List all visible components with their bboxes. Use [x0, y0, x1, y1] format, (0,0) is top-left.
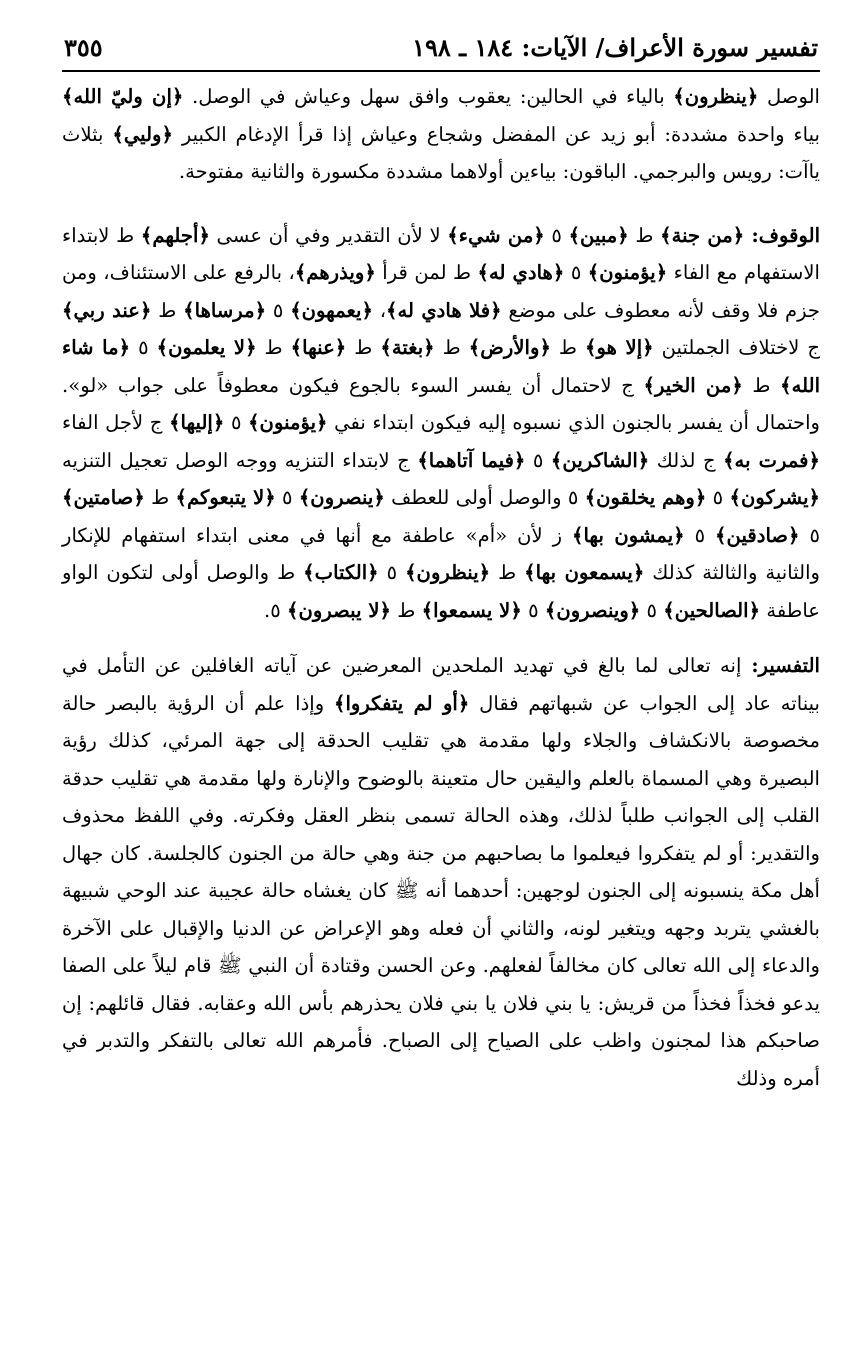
header-rule	[62, 70, 820, 72]
quran-word: ﴿أو لم يتفكروا﴾	[333, 691, 470, 715]
text-run: ٥	[521, 598, 545, 622]
text-run: ز لأن «أم» عاطفة مع أنها في معنى ابتداء استفهام للإنكار والثانية والثالثة كذلك	[62, 523, 821, 584]
text-run: ط	[346, 336, 381, 359]
quran-word: ﴿لا يبصرون﴾	[287, 598, 392, 622]
text-run: ٥	[706, 486, 730, 509]
quran-word: ﴿يشركون﴾	[729, 486, 821, 509]
quran-word: ﴿مبين﴾	[568, 223, 629, 247]
quran-word: ﴿ينظرون﴾	[673, 85, 759, 108]
text-run: ج لاختلاف الجملتين	[653, 336, 821, 359]
text-run: ط	[256, 336, 291, 359]
quran-word: ﴿من الخير﴾	[643, 373, 743, 397]
quran-word: ﴿من شيء﴾	[447, 223, 545, 247]
text-run: ج لذلك	[649, 448, 724, 472]
text-run: بالياء في الحالين: يعقوب وافق سهل وعياش في الوصل.	[183, 85, 674, 108]
quran-word: الوقوف:	[744, 223, 821, 247]
quran-word: ﴿الصالحين﴾	[663, 598, 761, 622]
text-run: ط	[742, 373, 781, 397]
text-run: ط والوصل أولى لتكون الواو عاطفة	[62, 561, 820, 622]
quran-word: ﴿لا يتبعوكم﴾	[175, 486, 276, 509]
quran-word: ﴿وهم يخلقون﴾	[584, 486, 707, 509]
quran-word: ﴿يعمهون﴾	[290, 298, 373, 322]
quran-word: ﴿إليها﴾	[169, 411, 225, 434]
text-run: ٥	[684, 523, 716, 547]
text-run: ٥	[266, 298, 291, 322]
text-run: ج لابتداء التنزيه ووجه الوصل تعجيل التنزيه	[62, 448, 418, 472]
quran-word: ﴿ويذرهم﴾	[294, 261, 376, 284]
quran-word: ﴿إلا هو﴾	[585, 336, 654, 359]
quran-word: ﴿هادي له﴾	[477, 261, 565, 284]
quran-word: ﴿أجلهم﴾	[140, 223, 210, 247]
quran-word: ﴿وينصرون﴾	[544, 598, 641, 622]
quran-word: ﴿من جنة﴾	[660, 223, 745, 247]
text-run: ٥	[378, 561, 406, 584]
quran-word: ﴿صادقين﴾	[715, 523, 800, 547]
text-run: الوصل	[758, 85, 820, 108]
text-run: ، بالرفع على الاستئناف، ومن جزم فلا وقف لأنه معطوف على موضع	[62, 261, 821, 322]
text-run: ط لمن قرأ	[375, 261, 478, 284]
text-run: ٥	[224, 411, 249, 434]
wuquf-paragraph	[62, 217, 820, 630]
paragraph-gap	[62, 629, 820, 647]
text-run: ط	[628, 223, 661, 247]
running-header	[62, 30, 820, 66]
page-number: ٣٥٥	[64, 33, 103, 62]
text-run: بياء واحدة مشددة: أبو زيد عن المفضل وشجاع وعياش إذا قرأ الإدغام الكبير	[172, 122, 821, 146]
quran-word: ﴿يمشون بها﴾	[571, 523, 685, 547]
text-run: ٥	[275, 486, 299, 509]
tafsir-paragraph	[62, 647, 820, 1097]
quran-word: ﴿صامتين﴾	[62, 486, 145, 509]
text-run: ط	[391, 598, 422, 622]
text-run: ج لأجل الفاء	[62, 411, 170, 434]
quran-word: ﴿ينصرون﴾	[298, 486, 385, 509]
quran-word: ﴿ينظرون﴾	[405, 561, 491, 584]
text-run: ٥.	[264, 598, 288, 622]
text-run: ٥ والوصل أولى للعطف	[384, 486, 585, 509]
text-run: ط	[550, 336, 586, 359]
quran-word: ﴿بغتة﴾	[380, 336, 435, 359]
text-run: ،	[372, 298, 387, 322]
text-run: ٥	[544, 223, 569, 247]
book-page	[62, 30, 820, 1097]
quran-word: ﴿فمرت به﴾	[723, 448, 821, 472]
text-run: بثلاث ياآت: رويس والبرجمي. الباقون: بياءين أولاهما مشددة مكسورة والثانية مفتوحة.	[62, 122, 820, 183]
text-run: ٥	[525, 448, 551, 472]
text-run: ط	[490, 561, 525, 584]
text-run: إنه تعالى لما بالغ في تهديد الملحدين المعرضين عن آياته الغافلين عن التأمل في بيناته عاد إلى الجواب عن شبهاتهم فقال	[62, 654, 820, 715]
text-run: ج لاحتمال أن يفسر السوء بالجوع فيكون معطوفاً على جواب «لو». واحتمال أن يفسر بالجنون الذي نسبوه إليه فيكون ابتداء نفي	[62, 373, 821, 434]
text-run: ط لابتداء الاستفهام مع الفاء	[62, 223, 820, 284]
quran-word: ﴿فيما آتاهما﴾	[417, 448, 526, 472]
text-run: ٥	[799, 523, 820, 547]
quran-word: ﴿عنها﴾	[290, 336, 347, 359]
qiraat-paragraph	[62, 78, 820, 191]
running-title: تفسير سورة الأعراف/ الآيات: ١٨٤ ـ ١٩٨	[412, 33, 818, 62]
quran-word: ﴿الشاكرين﴾	[550, 448, 650, 472]
quran-word: ﴿يؤمنون﴾	[587, 261, 668, 284]
quran-word: ﴿يؤمنون﴾	[248, 411, 328, 434]
quran-word: ﴿الكتاب﴾	[303, 561, 379, 584]
quran-word: ﴿لا يعلمون﴾	[156, 336, 257, 359]
quran-word: ﴿والأرض﴾	[468, 336, 551, 359]
quran-word: ﴿إن وليّ الله﴾	[62, 85, 184, 108]
text-run: ط	[434, 336, 469, 359]
text-run: ٥	[640, 598, 664, 622]
quran-word: ﴿عند ربي﴾	[62, 298, 152, 322]
quran-word: ﴿مرساها﴾	[183, 298, 267, 322]
quran-word: التفسير:	[741, 654, 820, 677]
quran-word: ﴿وليي﴾	[112, 122, 173, 146]
text-run: لا لأن التقدير وفي أن عسى	[209, 223, 448, 247]
text-run: ٥	[130, 336, 157, 359]
text-run: ط	[151, 298, 184, 322]
paragraph-gap	[62, 191, 820, 217]
text-run: ٥	[564, 261, 588, 284]
text-run: ط	[144, 486, 176, 509]
quran-word: ﴿يسمعون بها﴾	[524, 561, 645, 584]
quran-word: ﴿لا يسمعوا﴾	[421, 598, 522, 622]
quran-word: ﴿ما شاء الله﴾	[62, 336, 821, 397]
quran-word: ﴿فلا هادي له﴾	[386, 298, 502, 322]
text-run: وإذا علم أن الرؤية بالبصر حالة مخصوصة بالانكشاف والجلاء ولها مقدمة هي تقليب الحدقة إلى جهة المرئي، كذلك رؤية البصيرة وهي المسماة بالعلم واليقين حال متعينة بالوضوح والإنارة ولها مقدمة هي تقليب حدقة القلب إلى الجوانب طلباً لذلك، وهذه الحالة تسمى بنظر العقل وفكرته. وفي اللفظ محذوف والتقدير: أو لم يتفكروا فيعلموا ما بصاحبهم من جنة وهي حالة من الجنون كالجلسة. كان جهال أهل مكة ينسبونه إلى الجنون لوجهين: أحدهما أنه ﷺ كان يغشاه حالة عجيبة عند الوحي شبيهة بالغشي يتربد وجهه ويتغير لونه، والثاني أن فعله وهو الإعراض عن الدنيا والإقبال على الآخرة والدعاء إلى الله تعالى كان مخالفاً لفعلهم. وعن الحسن وقتادة أن النبي ﷺ قام ليلاً على الصفا يدعو فخذاً فخذاً من قريش: يا بني فلان يا بني فلان يحذرهم بأس الله وعقابه. فقال قائلهم: إن صاحبكم هذا لمجنون واظب على الصياح إلى الصباح. فأمرهم الله تعالى بالتفكر والتدبر في أمره وذلك	[62, 691, 820, 1090]
